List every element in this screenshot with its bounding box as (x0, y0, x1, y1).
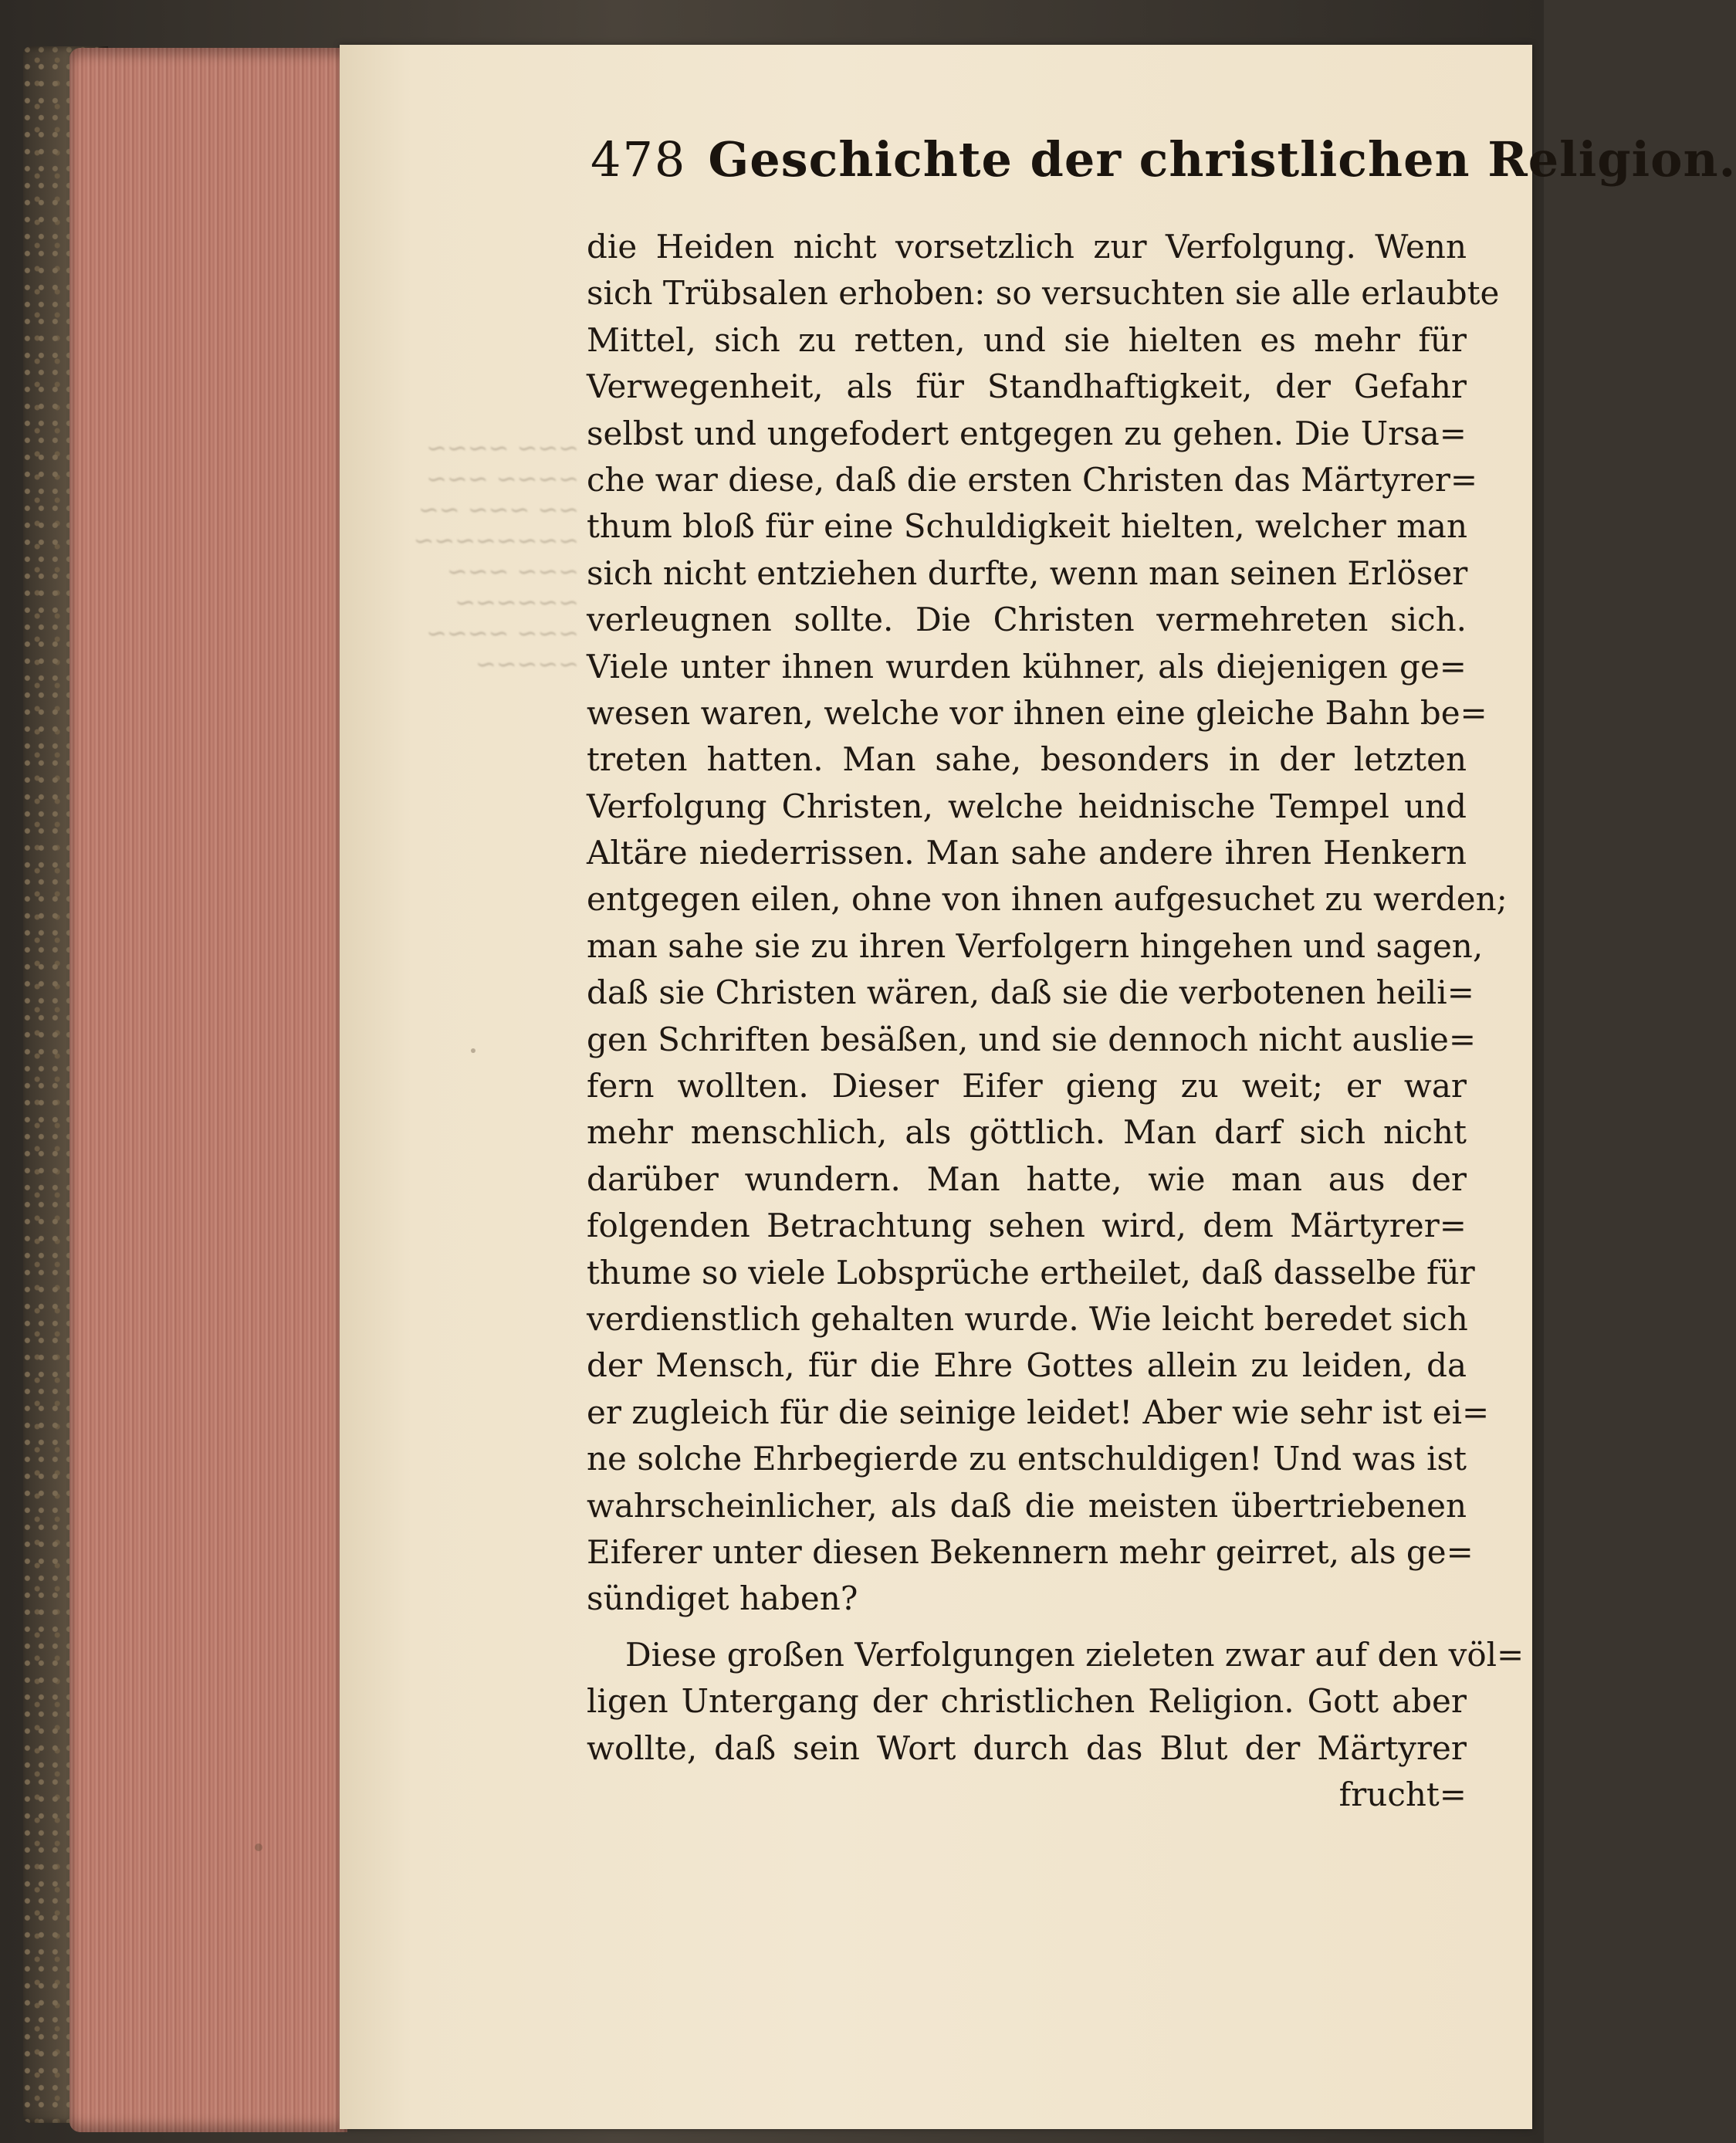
text-line: darüber wundern. Man hatte, wie man aus der (587, 1160, 1467, 1198)
text-line: die Heiden nicht vorsetzlich zur Verfolgung. Wenn (587, 228, 1467, 266)
text-line: der Mensch, für die Ehre Gottes allein zu leiden, da (587, 1346, 1467, 1385)
text-line: wahrscheinlicher, als daß die meisten übertriebenen (587, 1486, 1467, 1525)
paragraph (587, 1632, 1524, 1772)
paragraph (587, 224, 1508, 1623)
text-line: Viele unter ihnen wurden kühner, als diejenigen ge= (587, 647, 1467, 686)
text-line: treten hatten. Man sahe, besonders in der letzten (587, 740, 1467, 779)
page-header (591, 131, 1736, 208)
text-line: Eiferer unter diesen Bekennern mehr geirret, als ge= (587, 1532, 1474, 1571)
text-line: entgegen eilen, ohne von ihnen aufgesuchet zu werden; (587, 880, 1508, 919)
text-line: wollte, daß sein Wort durch das Blut der Märtyrer (587, 1728, 1467, 1767)
catchword: frucht= (1338, 1775, 1467, 1813)
running-title: Geschichte der christlichen Religion. (708, 131, 1736, 188)
bleed-through-marginal-note: ~~~ ~~~~ ~~~~ ~~~ ~~ ~~~ ~~ ~~~~~~~~ ~~~ ~~~ ~~~~~~ ~~~ ~~~~ ~~~~~ (413, 433, 579, 679)
text-line: sich nicht entziehen durfte, wenn man seinen Erlöser (587, 554, 1468, 592)
text-line: Diese großen Verfolgungen zieleten zwar auf den völ= (625, 1635, 1524, 1674)
text-line: fern wollten. Dieser Eifer gieng zu weit; er war (587, 1067, 1467, 1105)
text-line: Verfolgung Christen, welche heidnische Tempel und (587, 787, 1467, 825)
page-edges (69, 48, 347, 2132)
text-line: verdienstlich gehalten wurde. Wie leicht beredet sich (587, 1299, 1468, 1338)
text-line: wesen waren, welche vor ihnen eine gleiche Bahn be= (587, 693, 1487, 732)
foxing-spot (471, 1048, 475, 1053)
page-number: 478 (591, 131, 687, 188)
text-line: thume so viele Lobsprüche ertheilet, daß dasselbe für (587, 1253, 1475, 1292)
text-line: selbst und ungefodert entgegen zu gehen. Die Ursa= (587, 414, 1467, 452)
text-line: Mittel, sich zu retten, und sie hielten es mehr für (587, 320, 1467, 359)
text-line: er zugleich für die seinige leidet! Aber wie sehr ist ei= (587, 1393, 1490, 1431)
text-line: ligen Untergang der christlichen Religion. Gott aber (587, 1682, 1467, 1721)
text-line: thum bloß für eine Schuldigkeit hielten, welcher man (587, 507, 1467, 546)
text-line: Altäre niederrissen. Man sahe andere ihren Henkern (587, 834, 1467, 872)
text-line: gen Schriften besäßen, und sie dennoch nicht auslie= (587, 1020, 1477, 1058)
text-line: ne solche Ehrbegierde zu entschuldigen! Und was ist (587, 1440, 1467, 1478)
paragraph-gap (587, 1623, 1467, 1632)
text-line: sündiget haben? (587, 1579, 858, 1618)
text-line: folgenden Betrachtung sehen wird, dem Märtyrer= (587, 1207, 1467, 1245)
foxing-spot (255, 1843, 262, 1851)
text-line: Verwegenheit, als für Standhaftigkeit, der Gefahr (587, 367, 1467, 406)
text-line: che war diese, daß die ersten Christen das Märtyrer= (587, 460, 1478, 499)
text-line: mehr menschlich, als göttlich. Man darf sich nicht (587, 1113, 1467, 1152)
text-line: verleugnen sollte. Die Christen vermehreten sich. (587, 601, 1467, 639)
text-line: sich Trübsalen erhoben: so versuchten sie alle erlaubte (587, 274, 1500, 313)
text-line: man sahe sie zu ihren Verfolgern hingehen und sagen, (587, 926, 1484, 965)
text-line: daß sie Christen wären, daß sie die verbotenen heili= (587, 973, 1474, 1012)
body-text (587, 224, 1524, 1818)
